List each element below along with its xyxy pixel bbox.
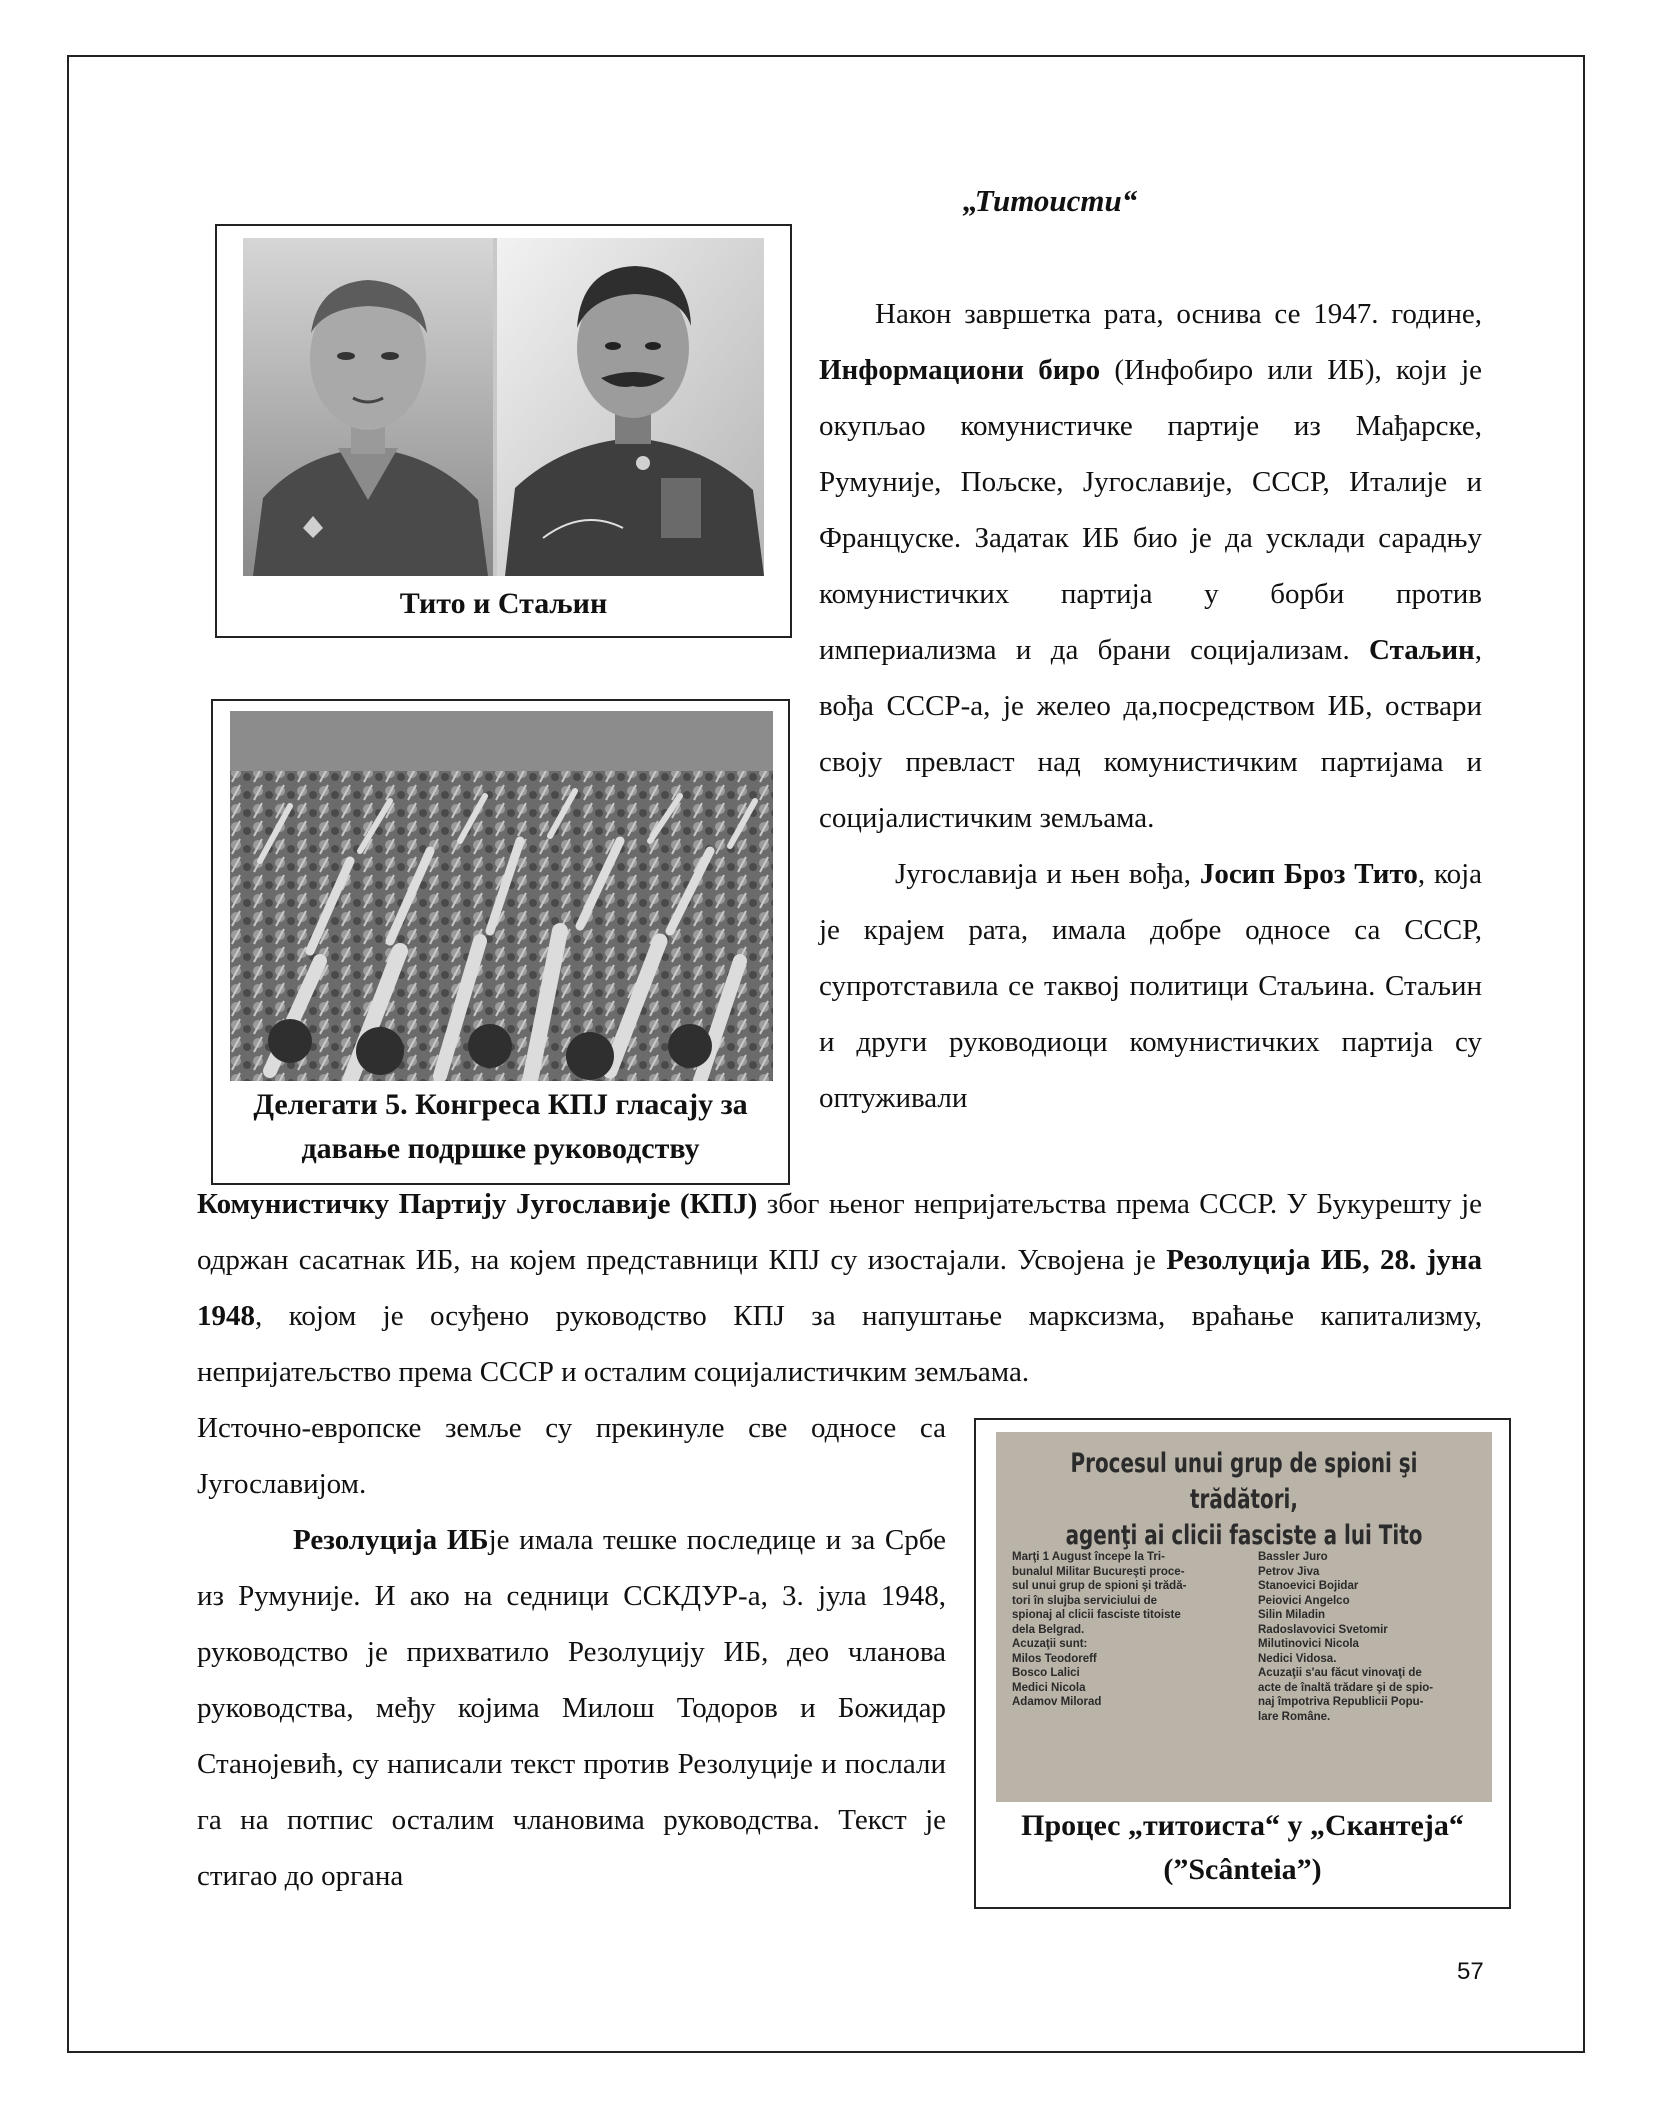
clipping-text-line: Stanoevici Bojidar: [1258, 1580, 1359, 1592]
clipping-text-line: Acuzaţii s'au făcut vinovaţi de: [1258, 1667, 1422, 1679]
clipping-column-left: [1012, 1550, 1237, 1710]
clipping-text-line: Radoslavovici Svetomir: [1258, 1623, 1388, 1636]
figure-tito-stalin: [215, 224, 792, 638]
clipping-headline: [1041, 1446, 1448, 1554]
caption-kpj-line1: Делегати 5. Конгреса КПЈ гласају за: [253, 1088, 748, 1121]
scanteia-clipping: [996, 1432, 1492, 1802]
paragraph-serbs-romania: [197, 1512, 946, 1904]
bold-term: Комунистичку Партију Југославије (КПЈ): [197, 1188, 758, 1220]
clipping-text-line: acte de înaltă trădare şi de spio-: [1258, 1681, 1434, 1694]
bold-term: Стаљин: [1369, 634, 1475, 666]
clipping-text-line: Silin Miladin: [1258, 1609, 1326, 1621]
paragraph-text: Након завршетка рата, оснива се 1947. године,: [875, 298, 1482, 330]
paragraph-infobiro: [819, 286, 1482, 846]
right-column: [819, 286, 1482, 1126]
clipping-text-line: Medici Nicola: [1012, 1681, 1086, 1694]
clipping-text-line: Petrov Jiva: [1258, 1565, 1320, 1578]
clipping-text-line: lare Române.: [1258, 1710, 1331, 1723]
kpj-congress-photo: [230, 711, 773, 1081]
clipping-text-line: Milos Teodoreff: [1012, 1652, 1097, 1665]
headline-line: Procesul unui grup de spioni şi trădători,: [1070, 1448, 1418, 1515]
paragraph-eastern-europe: Источно-европске земље су прекинуле све односе са Југославијом.: [197, 1412, 946, 1500]
clipping-text-line: naj împotriva Republicii Popu-: [1258, 1696, 1424, 1708]
clipping-text-line: tori în slujba serviciului de: [1012, 1594, 1158, 1607]
clipping-text-line: Bassler Juro: [1258, 1551, 1328, 1563]
bold-term: Јосип Броз Тито: [1199, 858, 1418, 890]
bold-term: Информациони биро: [819, 354, 1101, 386]
paragraph-text: због њеног непријатељства према СССР. У Букурешту је одржан сасатнак ИБ, на којем представници КПЈ су изостајали. Усвојена је: [197, 1188, 1482, 1276]
figure-scanteia: [974, 1418, 1511, 1909]
bold-term: Резолуција ИБ, 28. јуна 1948: [197, 1244, 1482, 1332]
clipping-text-line: Marţi 1 August începe la Tri-: [1012, 1551, 1165, 1563]
full-width-column: [197, 1176, 1482, 1400]
clipping-text-line: sul unui grup de spioni şi trădă-: [1012, 1580, 1187, 1592]
paragraph-text: је имала тешке последице и за Србе из Румуније. И ако на седници ССКДУР-а, 3. јула 1948, руководство је прихватило Резолуцију ИБ, део чланова руководства, међу којима Милош Тодоров и Божидар Станојевић, су написали текст против Резолуције и послали га на потпис осталим члановима руководства. Текст је стигао до органа: [197, 1524, 946, 1892]
section-title: „Титоисти“: [962, 183, 1138, 218]
paragraph-tito: [819, 846, 1482, 1126]
caption-kpj-line2: давање подршке руководству: [301, 1132, 700, 1165]
clipping-text-line: Milutinovici Nicola: [1258, 1638, 1359, 1650]
paragraph-text: Југославија и њен вођа,: [895, 858, 1200, 890]
caption-scanteia-line2: (”Scânteia”): [1163, 1853, 1322, 1886]
clipping-text-line: bunalul Militar Bucureşti proce-: [1012, 1565, 1185, 1578]
paragraph-text: , којом је осуђено руководство КПЈ за напуштање марксизма, враћање капитализму, непријатељство према СССР и осталим социјалистичким земљама.: [197, 1300, 1482, 1388]
left-column: [197, 1400, 946, 1904]
clipping-text-line: dela Belgrad.: [1012, 1623, 1085, 1636]
clipping-text-line: Peiovici Angelco: [1258, 1594, 1350, 1607]
headline-line: agenţi ai clicii fasciste a lui Tito: [1065, 1520, 1423, 1551]
clipping-column-right: [1258, 1550, 1483, 1724]
paragraph-text: , вођа СССР-а, је желео да,посредством ИБ, оствари своју превласт над комунистичким партијама и социјалистичким земљама.: [819, 634, 1482, 834]
page-number: 57: [1457, 1958, 1484, 1985]
caption-scanteia-line1: Процес „титоиста“ у „Скантеја“: [1021, 1809, 1464, 1842]
clipping-text-line: Bosco Lalici: [1012, 1667, 1080, 1679]
paragraph-resolution: [197, 1176, 1482, 1400]
clipping-text-line: Adamov Milorad: [1012, 1696, 1102, 1708]
tito-stalin-photo: [243, 238, 764, 576]
clipping-text-line: Acuzaţii sunt:: [1012, 1638, 1088, 1650]
caption-tito-stalin: Тито и Стаљин: [399, 587, 608, 620]
paragraph-text: , која је крајем рата, имала добре односе са СССР, супротставила се таквој политици Стаљина. Стаљин и други руководиоци комунистичких партија су оптуживали: [819, 858, 1483, 1114]
bold-term: Резолуција ИБ: [293, 1524, 489, 1556]
clipping-text-line: spionaj al clicii fasciste titoiste: [1012, 1609, 1181, 1621]
clipping-text-line: Nedici Vidosa.: [1258, 1652, 1337, 1665]
paragraph-text: (Инфобиро или ИБ), који је окупљао комунистичке партије из Мађарске, Румуније, Пољске, Југославије, СССР, Италије и Француске. Задатак ИБ био је да усклади сарадњу комунистичких партија у борби против империализма и да брани социјализам.: [819, 354, 1482, 666]
figure-kpj-congress: [211, 699, 790, 1185]
